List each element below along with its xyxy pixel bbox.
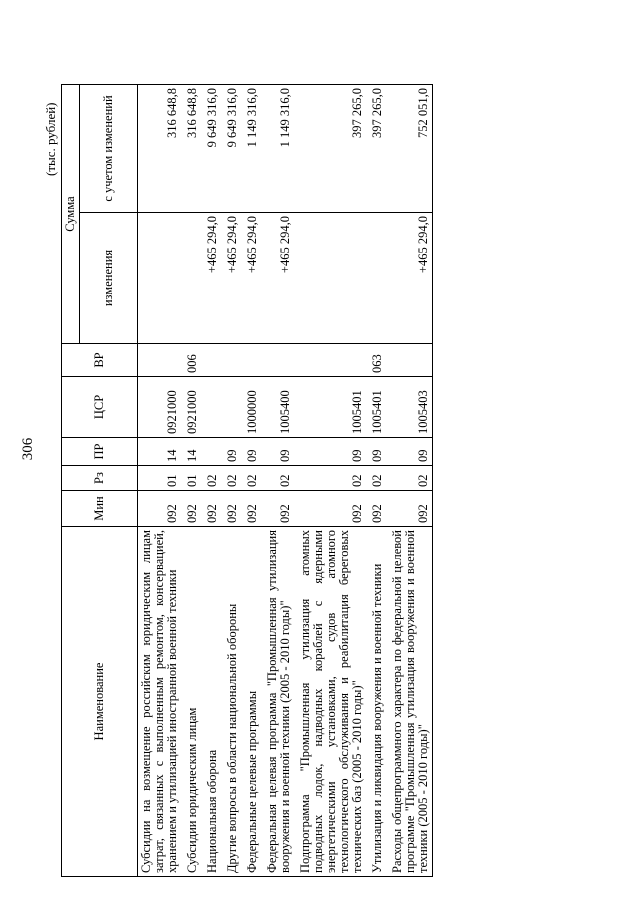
row-min: 092 bbox=[241, 491, 261, 527]
row-change bbox=[181, 213, 201, 344]
row-total: 1 149 316,0 bbox=[261, 85, 294, 213]
row-rz: 02 bbox=[221, 466, 241, 491]
header-csr: ЦСР bbox=[62, 377, 138, 438]
table-row bbox=[138, 85, 182, 877]
row-pr: 09 bbox=[241, 438, 261, 466]
row-total: 397 265,0 bbox=[366, 85, 386, 213]
row-csr: 1005401 bbox=[366, 377, 386, 438]
row-total: 9 649 316,0 bbox=[201, 85, 221, 213]
row-csr: 1005403 bbox=[386, 377, 433, 438]
row-min: 092 bbox=[201, 491, 221, 527]
row-rz: 02 bbox=[366, 466, 386, 491]
row-total: 397 265,0 bbox=[294, 85, 366, 213]
table-row bbox=[386, 85, 433, 877]
row-rz: 02 bbox=[241, 466, 261, 491]
row-pr: 09 bbox=[366, 438, 386, 466]
header-pr: ПР bbox=[62, 438, 138, 466]
row-change: +465 294,0 bbox=[221, 213, 241, 344]
row-total: 316 648,8 bbox=[181, 85, 201, 213]
row-min: 092 bbox=[366, 491, 386, 527]
row-csr: 0921000 bbox=[181, 377, 201, 438]
header-changes: изменения bbox=[80, 213, 138, 344]
row-vr: 063 bbox=[366, 344, 386, 377]
header-sum: Сумма bbox=[62, 85, 80, 344]
row-name: Национальная оборона bbox=[201, 527, 221, 877]
row-vr: 006 bbox=[181, 344, 201, 377]
row-change bbox=[138, 213, 182, 344]
row-vr bbox=[201, 344, 221, 377]
row-rz: 02 bbox=[201, 466, 221, 491]
row-name: Субсидии юридическим лицам bbox=[181, 527, 201, 877]
row-pr: 14 bbox=[138, 438, 182, 466]
row-change: +465 294,0 bbox=[241, 213, 261, 344]
row-vr bbox=[386, 344, 433, 377]
row-pr bbox=[201, 438, 221, 466]
table-row bbox=[366, 85, 386, 877]
row-change: +465 294,0 bbox=[201, 213, 221, 344]
row-total: 316 648,8 bbox=[138, 85, 182, 213]
row-change: +465 294,0 bbox=[386, 213, 433, 344]
row-name: Федеральная целевая программа "Промышленная утилизация вооружения и военной техники (2005 - 2010 годы)" bbox=[261, 527, 294, 877]
row-rz: 01 bbox=[138, 466, 182, 491]
row-min: 092 bbox=[386, 491, 433, 527]
header-min: Мин bbox=[62, 491, 138, 527]
row-min: 092 bbox=[181, 491, 201, 527]
row-vr bbox=[261, 344, 294, 377]
header-with-changes: с учетом изменений bbox=[80, 85, 138, 213]
table-row bbox=[241, 85, 261, 877]
row-change bbox=[366, 213, 386, 344]
row-name: Подпрограмма "Промышленная утилизация атомных подводных лодок, надводных кораблей с ядерными энергетическими установками, судов атомного технологического обслуживания и реабилитация береговых технических баз (2005 - 2010 годы)" bbox=[294, 527, 366, 877]
row-name: Другие вопросы в области национальной обороны bbox=[221, 527, 241, 877]
row-total: 752 051,0 bbox=[386, 85, 433, 213]
row-vr bbox=[138, 344, 182, 377]
header-rz: Рз bbox=[62, 466, 138, 491]
row-vr bbox=[294, 344, 366, 377]
table-body bbox=[138, 85, 433, 877]
table-row bbox=[181, 85, 201, 877]
row-vr bbox=[221, 344, 241, 377]
row-pr: 14 bbox=[181, 438, 201, 466]
row-min: 092 bbox=[294, 491, 366, 527]
header-name: Наименование bbox=[62, 527, 138, 877]
row-pr: 09 bbox=[386, 438, 433, 466]
row-csr bbox=[221, 377, 241, 438]
row-pr: 09 bbox=[261, 438, 294, 466]
row-pr: 09 bbox=[294, 438, 366, 466]
row-vr bbox=[241, 344, 261, 377]
row-name: Федеральные целевые программы bbox=[241, 527, 261, 877]
row-csr: 1005401 bbox=[294, 377, 366, 438]
row-rz: 02 bbox=[294, 466, 366, 491]
row-change bbox=[294, 213, 366, 344]
table-header bbox=[62, 85, 138, 877]
row-name: Субсидии на возмещение российским юридическим лицам затрат, связанных с выполненным ремонтом, консервацией, хранением и утилизацией иностранной военной техники bbox=[138, 527, 182, 877]
row-csr: 1005400 bbox=[261, 377, 294, 438]
table-row bbox=[201, 85, 221, 877]
row-rz: 02 bbox=[261, 466, 294, 491]
row-name: Расходы общепрограммного характера по федеральной целевой программе "Промышленная утилизация вооружения и военной техники (2005 - 2010 годы)" bbox=[386, 527, 433, 877]
row-pr: 09 bbox=[221, 438, 241, 466]
row-csr: 1000000 bbox=[241, 377, 261, 438]
units-label: (тыс. рублей) bbox=[43, 102, 58, 176]
table-row bbox=[261, 85, 294, 877]
budget-table bbox=[61, 84, 433, 877]
row-csr: 0921000 bbox=[138, 377, 182, 438]
row-change: +465 294,0 bbox=[261, 213, 294, 344]
table-row bbox=[294, 85, 366, 877]
row-min: 092 bbox=[221, 491, 241, 527]
row-csr bbox=[201, 377, 221, 438]
row-min: 092 bbox=[261, 491, 294, 527]
row-rz: 02 bbox=[386, 466, 433, 491]
row-total: 1 149 316,0 bbox=[241, 85, 261, 213]
header-vr: ВР bbox=[62, 344, 138, 377]
table-row bbox=[221, 85, 241, 877]
row-name: Утилизация и ликвидация вооружения и военной техники bbox=[366, 527, 386, 877]
row-rz: 01 bbox=[181, 466, 201, 491]
page-number: 306 bbox=[20, 437, 36, 461]
row-total: 9 649 316,0 bbox=[221, 85, 241, 213]
row-min: 092 bbox=[138, 491, 182, 527]
